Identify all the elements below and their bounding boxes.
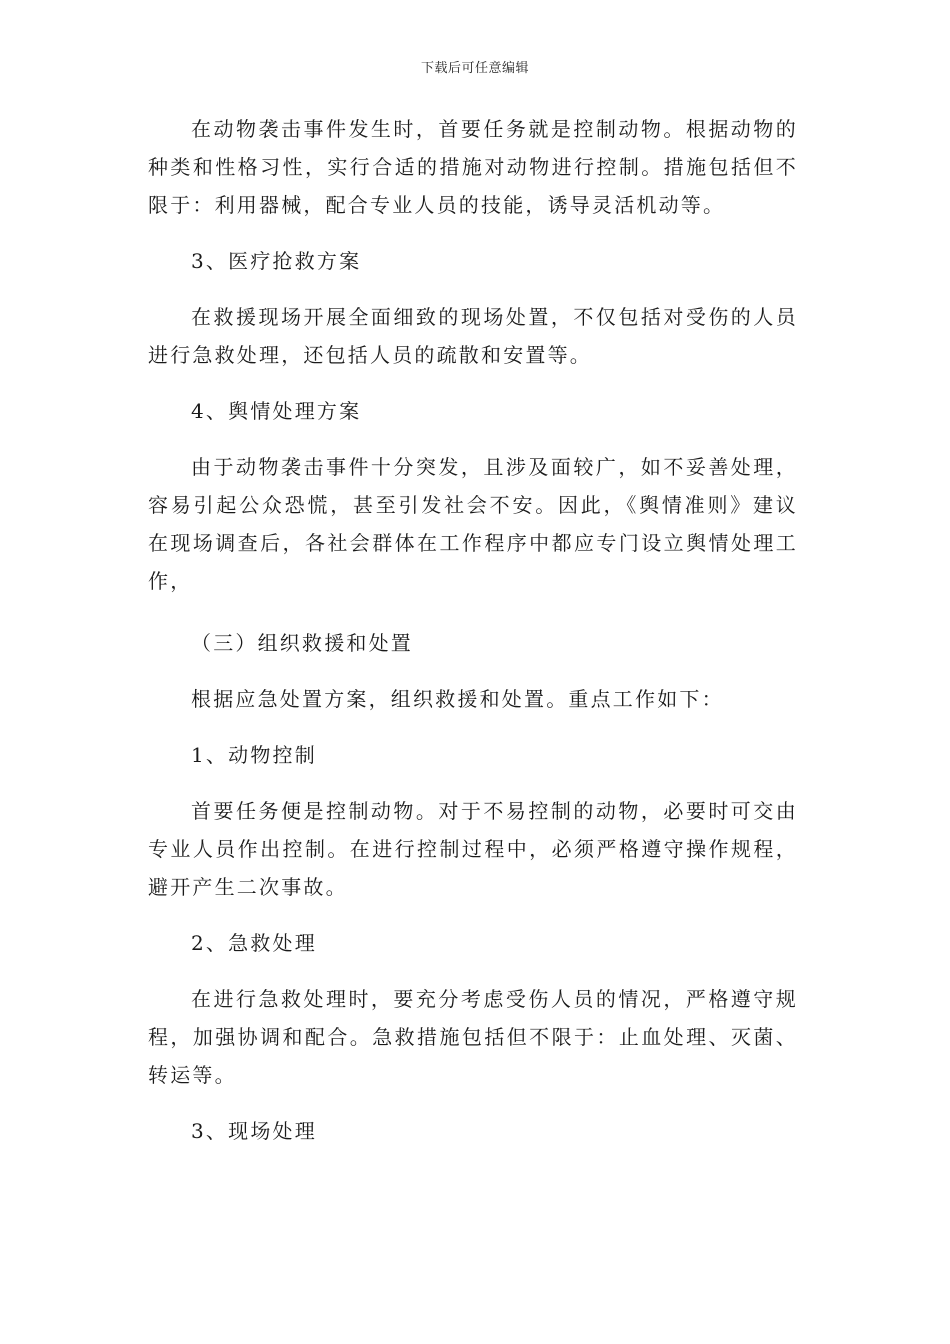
paragraph-first-aid: 在进行急救处理时，要充分考虑受伤人员的情况，严格遵守规程，加强协调和配合。急救措施包括但不限于：止血处理、灭菌、转运等。 xyxy=(148,987,798,1087)
heading-public-opinion-plan: 4、舆情处理方案 xyxy=(191,399,362,423)
paragraph-organize-rescue: 根据应急处置方案，组织救援和处置。重点工作如下： xyxy=(191,687,724,711)
heading-organize-rescue: （三）组织救援和处置 xyxy=(191,631,413,655)
paragraph-animal-control-intro: 在动物袭击事件发生时，首要任务就是控制动物。根据动物的种类和性格习性，实行合适的措施对动物进行控制。措施包括但不限于：利用器械，配合专业人员的技能，诱导灵活机动等。 xyxy=(148,117,798,217)
document-body xyxy=(148,110,798,1150)
paragraph-medical-rescue: 在救援现场开展全面细致的现场处置，不仅包括对受伤的人员进行急救处理，还包括人员的疏散和安置等。 xyxy=(148,305,798,367)
heading-medical-rescue-plan: 3、医疗抢救方案 xyxy=(191,249,362,273)
paragraph-public-opinion: 由于动物袭击事件十分突发，且涉及面较广，如不妥善处理，容易引起公众恐慌，甚至引发社会不安。因此，《舆情准则》建议在现场调查后，各社会群体在工作程序中都应专门设立舆情处理工作， xyxy=(148,455,798,593)
paragraph-animal-control: 首要任务便是控制动物。对于不易控制的动物，必要时可交由专业人员作出控制。在进行控制过程中，必须严格遵守操作规程，避开产生二次事故。 xyxy=(148,799,798,899)
page-header: 下载后可任意编辑 xyxy=(420,61,529,76)
heading-animal-control: 1、动物控制 xyxy=(191,743,317,767)
heading-scene-handling: 3、现场处理 xyxy=(191,1119,317,1143)
heading-first-aid: 2、急救处理 xyxy=(191,931,317,955)
